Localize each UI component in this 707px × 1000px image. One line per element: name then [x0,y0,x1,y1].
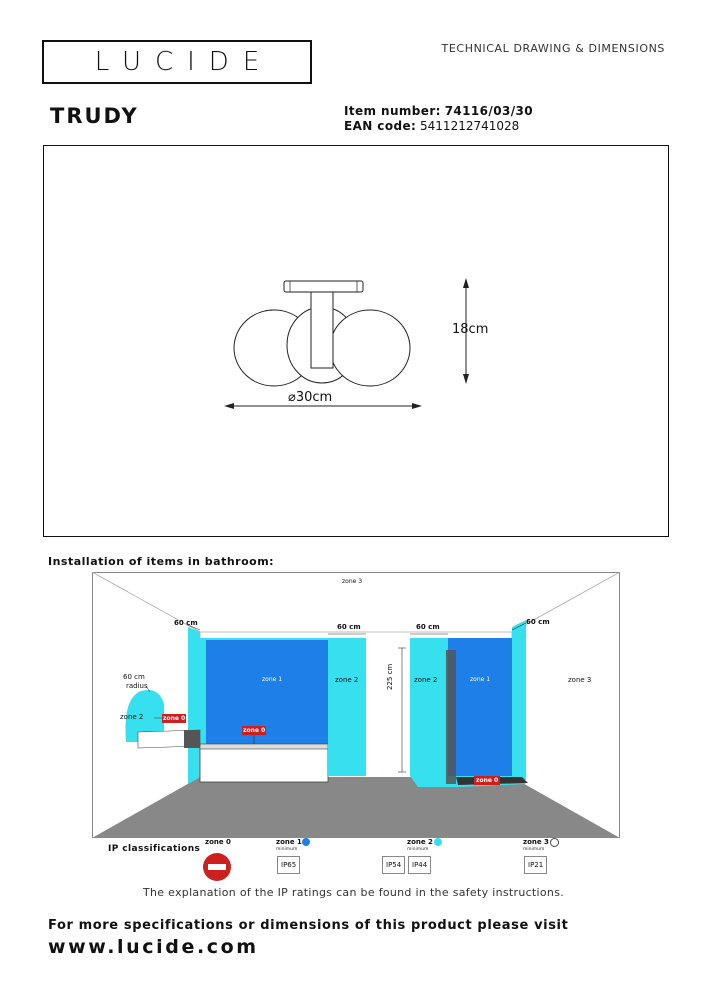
ip-note: The explanation of the IP ratings can be found in the safety instructions. [142,886,565,899]
bathroom-zones-diagram [92,572,620,838]
ip-zone3-label: zone 3 [523,838,549,846]
ip-classifications-title: IP classifications [108,844,201,854]
zone0-shower-label: zone 0 [476,777,499,784]
zone1-shower-label: zone 1 [470,676,491,683]
ip21-box: IP21 [524,856,547,874]
zone2-shower-side [410,638,448,776]
footer-text: For more specifications or dimensions of this product please visit [48,918,569,933]
logo-text: LUCIDE [94,47,274,77]
zone2-left-side [188,627,200,784]
zone3-right-label: zone 3 [568,676,592,684]
ean-value: 5411212741028 [420,119,520,133]
zone1-color-dot [302,838,310,846]
lamp-canopy [284,281,363,292]
height-label: 18cm [452,322,489,337]
zone1-shower [448,638,512,776]
zone2-color-dot [434,838,442,846]
ean-label: EAN code: [344,119,417,133]
ip65-box: IP65 [277,856,300,874]
lamp-stem [311,292,333,368]
zone2-sink-label: zone 2 [120,713,144,721]
bathtub [200,748,328,782]
ip-zone2-label: zone 2 [407,838,433,846]
document-type: TECHNICAL DRAWING & DIMENSIONS [441,42,665,55]
zone0-bath-label: zone 0 [243,727,266,734]
zone0-sink-label: zone 0 [163,715,186,722]
item-number-label: Item number: [344,104,441,118]
zone1-bath-label: zone 1 [262,676,283,683]
bathroom-section-title: Installation of items in bathroom: [48,555,275,568]
no-entry-icon [202,852,232,882]
zone3-top-label: zone 3 [342,578,363,585]
dim-60-bath: 60 cm [337,623,361,631]
glass-globe-right [330,310,410,386]
dim-60-shower: 60 cm [416,623,440,631]
ip-zone1-label: zone 1 [276,838,302,846]
dim-60-right: 60 cm [526,618,550,626]
footer-url[interactable]: www.lucide.com [48,936,259,958]
zone2-bath-side [328,638,366,776]
zone1-bath [206,640,328,748]
dim-60-left: 60 cm [174,619,198,627]
item-number-value: 74116/03/30 [444,104,533,118]
height-225-label: 225 cm [386,663,394,690]
ip54-box: IP54 [382,856,405,874]
ip-zone0-label: zone 0 [205,838,231,846]
shower-glass [446,650,456,784]
zone3-color-dot [550,838,559,847]
ip44-box: IP44 [408,856,431,874]
radius-label-1: 60 cm [123,673,145,681]
radius-label-2: radius [126,682,148,690]
zone2-bath-label: zone 2 [335,676,359,684]
ip-zone2-minimum: minimum [407,847,429,852]
diameter-label: ⌀30cm [288,390,333,405]
product-name: TRUDY [50,104,139,128]
ip-zone3-minimum: minimum [523,847,545,852]
zone2-shower-label: zone 2 [414,676,438,684]
ip-zone1-minimum: minimum [276,847,298,852]
